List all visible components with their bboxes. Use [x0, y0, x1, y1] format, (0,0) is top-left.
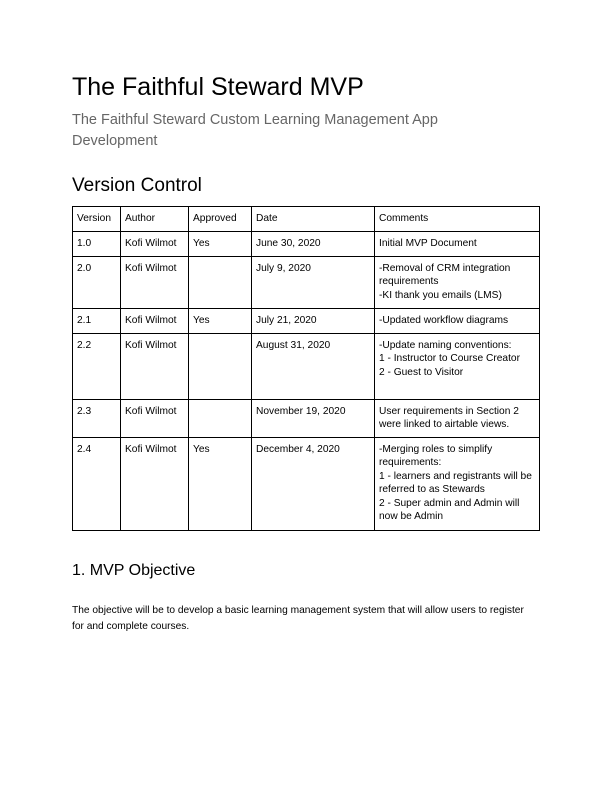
- column-header-version: Version: [73, 207, 121, 232]
- approved-cell: [189, 400, 252, 438]
- version-cell: 2.0: [73, 257, 121, 309]
- approved-cell: Yes: [189, 309, 252, 334]
- approved-cell: Yes: [189, 232, 252, 257]
- table-row: [73, 309, 540, 334]
- version-cell: 2.3: [73, 400, 121, 438]
- mvp-objective-text: The objective will be to develop a basic learning management system that will allow users to register for and complete courses.: [72, 605, 524, 632]
- version-cell: 2.1: [73, 309, 121, 334]
- comments-cell: -Updated workflow diagrams: [375, 309, 540, 334]
- version-cell: 2.4: [73, 438, 121, 531]
- author-cell: Kofi Wilmot: [121, 232, 189, 257]
- author-cell: Kofi Wilmot: [121, 257, 189, 309]
- comments-cell: -Update naming conventions: 1 - Instructor to Course Creator 2 - Guest to Visitor: [375, 334, 540, 400]
- table-header-row: [73, 207, 540, 232]
- version-cell: 2.2: [73, 334, 121, 400]
- column-header-author: Author: [121, 207, 189, 232]
- author-cell: Kofi Wilmot: [121, 438, 189, 531]
- table-row: [73, 334, 540, 400]
- approved-cell: Yes: [189, 438, 252, 531]
- version-cell: 1.0: [73, 232, 121, 257]
- comments-cell: Initial MVP Document: [375, 232, 540, 257]
- table-row: [73, 257, 540, 309]
- table-row: [73, 438, 540, 531]
- comments-cell: -Removal of CRM integration requirements -KI thank you emails (LMS): [375, 257, 540, 309]
- comments-cell: -Merging roles to simplify requirements: 1 - learners and registrants will be referred to as Stewards 2 - Super admin and Admin will now be Admin: [375, 438, 540, 531]
- column-header-comments: Comments: [375, 207, 540, 232]
- author-cell: Kofi Wilmot: [121, 400, 189, 438]
- document-title: The Faithful Steward MVP: [72, 73, 364, 101]
- date-cell: June 30, 2020: [252, 232, 375, 257]
- author-cell: Kofi Wilmot: [121, 309, 189, 334]
- date-cell: December 4, 2020: [252, 438, 375, 531]
- date-cell: July 21, 2020: [252, 309, 375, 334]
- date-cell: July 9, 2020: [252, 257, 375, 309]
- date-cell: August 31, 2020: [252, 334, 375, 400]
- date-cell: November 19, 2020: [252, 400, 375, 438]
- mvp-objective-heading: 1. MVP Objective: [72, 562, 196, 579]
- version-control-heading: Version Control: [72, 175, 202, 196]
- column-header-date: Date: [252, 207, 375, 232]
- table-row: [73, 232, 540, 257]
- approved-cell: [189, 257, 252, 309]
- approved-cell: [189, 334, 252, 400]
- version-control-table: [72, 206, 540, 531]
- comments-cell: User requirements in Section 2 were linked to airtable views.: [375, 400, 540, 438]
- table-row: [73, 400, 540, 438]
- column-header-approved: Approved: [189, 207, 252, 232]
- author-cell: Kofi Wilmot: [121, 334, 189, 400]
- document-subtitle: The Faithful Steward Custom Learning Management App Development: [72, 112, 438, 149]
